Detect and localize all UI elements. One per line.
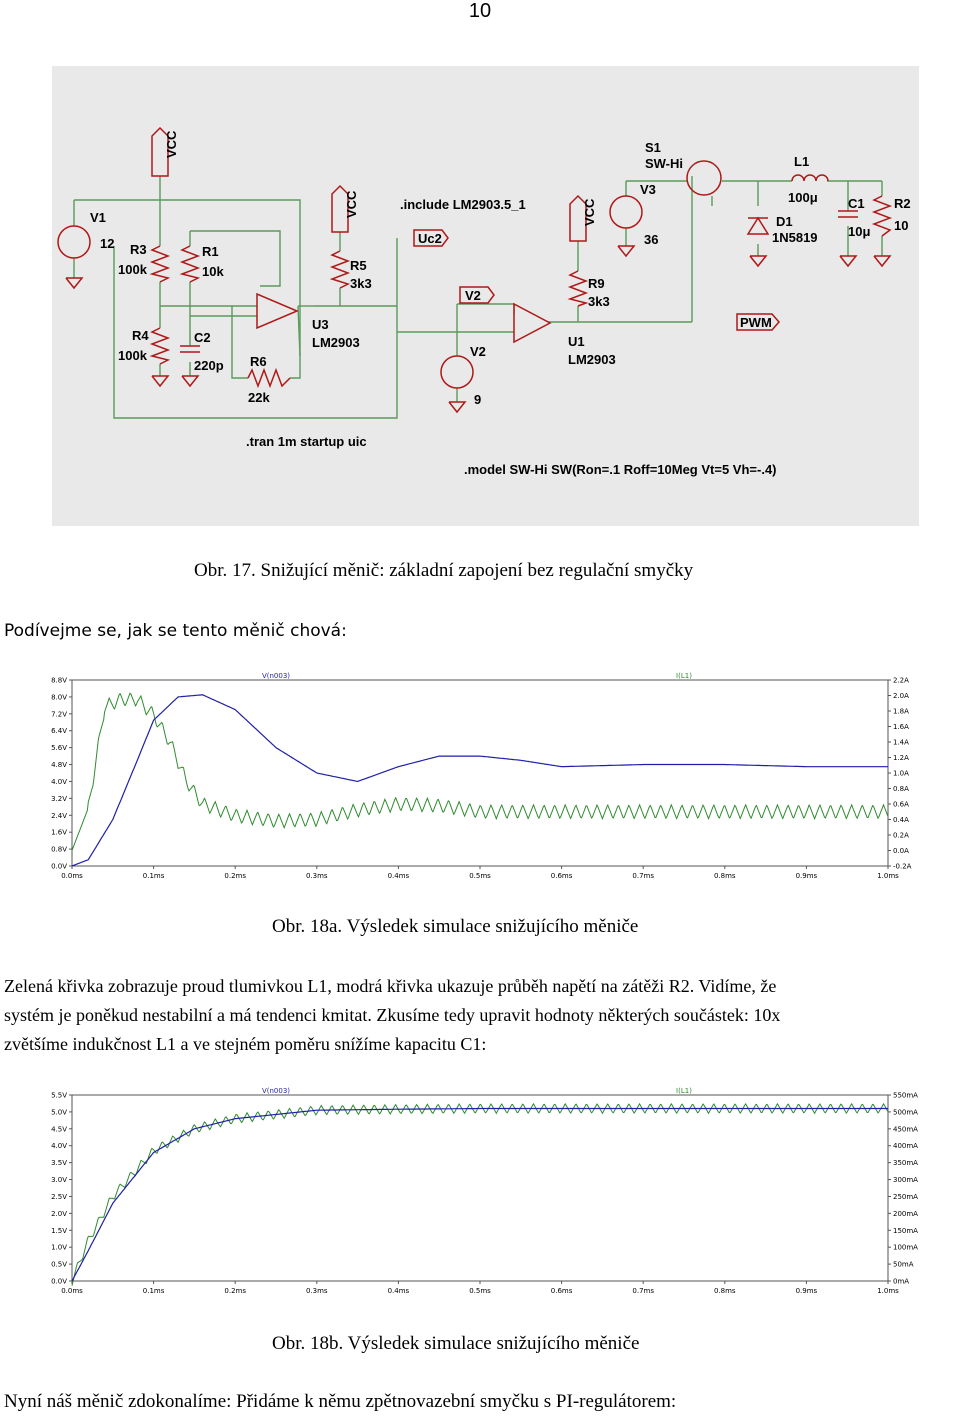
y-right-tick-label: 0.2A	[893, 831, 909, 840]
y-left-tick-label: 5.5V	[51, 1091, 67, 1100]
y-right-tick-label: 0mA	[893, 1277, 910, 1286]
chart-18a-svg	[30, 670, 930, 890]
s1-label: S1	[645, 140, 661, 155]
c1-label: C1	[848, 196, 865, 211]
x-tick-label: 0.5ms	[469, 1287, 491, 1295]
x-tick-label: 0.3ms	[305, 872, 328, 880]
x-tick-label: 0.3ms	[305, 1287, 328, 1295]
chart-18b-svg	[30, 1085, 930, 1305]
x-tick-label: 1.0ms	[877, 1287, 899, 1295]
pwm-flag: PWM	[740, 315, 772, 330]
legend-current: I(L1)	[676, 672, 692, 680]
y-left-tick-label: 4.0V	[51, 1142, 67, 1151]
s1-value: SW-Hi	[645, 156, 684, 171]
y-right-tick-label: 500mA	[893, 1108, 918, 1117]
y-left-tick-label: 3.0V	[51, 1176, 67, 1185]
v3-label: V3	[640, 182, 656, 197]
y-left-tick-label: 0.8V	[51, 845, 67, 854]
y-left-tick-label: 3.5V	[51, 1159, 67, 1168]
vcc-flag-1: VCC	[164, 130, 179, 158]
y-left-tick-label: 0.5V	[51, 1260, 67, 1269]
figure-18b-caption: Obr. 18b. Výsledek simulace snižujícího měniče	[272, 1333, 640, 1354]
y-right-tick-label: 550mA	[893, 1091, 918, 1100]
y-right-tick-label: 250mA	[893, 1192, 918, 1201]
v1-label: V1	[90, 210, 106, 225]
legend-voltage: V(n003)	[261, 1087, 291, 1095]
c1-value: 10μ	[848, 224, 871, 239]
r4-value: 100k	[118, 348, 147, 363]
y-left-tick-label: 5.6V	[51, 744, 67, 753]
y-left-tick-label: 2.4V	[51, 811, 67, 820]
r6-label: R6	[250, 354, 267, 369]
chart-18a	[30, 670, 930, 890]
r4-label: R4	[132, 328, 149, 343]
y-right-tick-label: 200mA	[893, 1209, 918, 1218]
legend-current: I(L1)	[676, 1087, 692, 1095]
paragraph-intro: Podívejme se, jak se tento měnič chová:	[4, 621, 347, 641]
y-left-tick-label: 8.0V	[51, 693, 67, 702]
paragraph-analysis-line-2: systém je poněkud nestabilní a má tendenci kmitat. Zkusíme tedy upravit hodnoty některých součástek: 10x	[4, 1005, 781, 1025]
y-right-tick-label: -0.2A	[893, 862, 912, 871]
v2-flag: V2	[465, 288, 481, 303]
x-tick-label: 0.4ms	[387, 1287, 410, 1295]
vcc-flag-3: VCC	[582, 198, 597, 226]
r6-value: 22k	[248, 390, 270, 405]
x-tick-label: 0.7ms	[632, 1287, 655, 1295]
chart-18b	[30, 1085, 930, 1305]
c2-label: C2	[194, 330, 211, 345]
x-tick-label: 0.8ms	[713, 872, 736, 880]
y-left-tick-label: 1.5V	[51, 1226, 67, 1235]
x-tick-label: 0.9ms	[795, 872, 818, 880]
y-left-tick-label: 8.8V	[51, 676, 67, 685]
r2-label: R2	[894, 196, 911, 211]
y-right-tick-label: 50mA	[893, 1260, 914, 1269]
u1-value: LM2903	[568, 352, 616, 367]
y-right-tick-label: 1.6A	[893, 723, 909, 731]
y-left-tick-label: 4.0V	[51, 777, 67, 786]
y-right-tick-label: 1.4A	[893, 738, 909, 747]
l1-value: 100μ	[788, 190, 818, 205]
x-tick-label: 0.0ms	[61, 1287, 83, 1295]
y-right-tick-label: 1.8A	[893, 707, 909, 716]
y-right-tick-label: 400mA	[893, 1142, 918, 1151]
r2-value: 10	[894, 218, 909, 233]
x-tick-label: 0.4ms	[387, 872, 410, 880]
include-directive: .include LM2903.5_1	[400, 197, 526, 212]
y-left-tick-label: 4.8V	[51, 761, 67, 770]
paragraph-next: Nyní náš měnič zdokonalíme: Přidáme k němu zpětnovazební smyčku s PI-regulátorem:	[4, 1391, 677, 1412]
y-left-tick-label: 0.0V	[51, 1277, 67, 1286]
tran-directive: .tran 1m startup uic	[246, 434, 367, 449]
r5-label: R5	[350, 258, 367, 273]
u3-value: LM2903	[312, 335, 360, 350]
x-tick-label: 0.7ms	[632, 872, 655, 880]
y-right-tick-label: 1.0A	[893, 769, 909, 778]
y-right-tick-label: 0.4A	[893, 816, 909, 824]
x-tick-label: 0.0ms	[61, 872, 83, 880]
y-right-tick-label: 450mA	[893, 1125, 918, 1134]
uc2-flag: Uc2	[418, 231, 442, 246]
d1-label: D1	[776, 214, 793, 229]
y-left-tick-label: 2.0V	[51, 1209, 67, 1218]
paragraph-analysis	[4, 972, 960, 1059]
y-left-tick-label: 6.4V	[51, 727, 67, 736]
r9-value: 3k3	[588, 294, 610, 309]
y-right-tick-label: 0.0A	[893, 847, 909, 855]
plot-frame	[72, 680, 888, 866]
y-left-tick-label: 4.5V	[51, 1125, 67, 1134]
y-right-tick-label: 0.6A	[893, 800, 909, 809]
d1-value: 1N5819	[772, 230, 818, 245]
vcc-flag-2: VCC	[344, 190, 359, 218]
y-left-tick-label: 3.2V	[51, 794, 67, 803]
y-left-tick-label: 5.0V	[51, 1108, 67, 1117]
x-tick-label: 1.0ms	[877, 872, 899, 880]
x-tick-label: 0.2ms	[224, 1287, 247, 1295]
u3-label: U3	[312, 317, 329, 332]
paragraph-analysis-line-3: zvětšíme indukčnost L1 a ve stejném poměru snížíme kapacitu C1:	[4, 1034, 487, 1054]
r5-value: 3k3	[350, 276, 372, 291]
r3-label: R3	[130, 242, 147, 257]
r1-value: 10k	[202, 264, 224, 279]
y-right-tick-label: 1.2A	[893, 754, 909, 762]
x-tick-label: 0.1ms	[142, 872, 165, 880]
y-left-tick-label: 2.5V	[51, 1192, 67, 1201]
y-right-tick-label: 0.8A	[893, 785, 909, 793]
y-right-tick-label: 300mA	[893, 1176, 918, 1185]
l1-label: L1	[794, 154, 810, 169]
x-tick-label: 0.1ms	[142, 1287, 165, 1295]
model-directive: .model SW-Hi SW(Ron=.1 Roff=10Meg Vt=5 Vh=-.4)	[464, 462, 777, 477]
r1-label: R1	[202, 244, 219, 259]
x-tick-label: 0.6ms	[550, 1287, 573, 1295]
schematic-figure	[52, 66, 919, 526]
v2-value: 9	[474, 392, 482, 407]
y-right-tick-label: 150mA	[893, 1226, 918, 1235]
v2-label: V2	[470, 344, 486, 359]
x-tick-label: 0.2ms	[224, 872, 247, 880]
r9-label: R9	[588, 276, 605, 291]
v3-value: 36	[644, 232, 659, 247]
u1-label: U1	[568, 334, 585, 349]
r3-value: 100k	[118, 262, 147, 277]
schematic-svg	[52, 66, 919, 526]
y-right-tick-label: 100mA	[893, 1243, 918, 1252]
x-tick-label: 0.5ms	[469, 872, 491, 880]
x-tick-label: 0.9ms	[795, 1287, 818, 1295]
plot-frame	[72, 1095, 888, 1281]
paragraph-analysis-line-1: Zelená křivka zobrazuje proud tlumivkou L1, modrá křivka ukazuje průběh napětí na zátěži R2. Vidíme, že	[4, 976, 777, 996]
x-tick-label: 0.6ms	[550, 872, 573, 880]
y-left-tick-label: 1.0V	[51, 1243, 67, 1252]
x-tick-label: 0.8ms	[713, 1287, 736, 1295]
figure-17-caption: Obr. 17. Snižující měnič: základní zapojení bez regulační smyčky	[194, 560, 694, 581]
page-number: 10	[468, 0, 492, 22]
y-right-tick-label: 2.0A	[893, 692, 909, 700]
y-right-tick-label: 2.2A	[893, 676, 909, 685]
schematic-components	[58, 128, 890, 412]
c2-value: 220p	[194, 358, 224, 373]
v1-value: 12	[100, 236, 115, 251]
y-left-tick-label: 1.6V	[51, 828, 67, 837]
legend-voltage: V(n003)	[261, 672, 291, 680]
y-left-tick-label: 7.2V	[51, 710, 67, 719]
figure-18a-caption: Obr. 18a. Výsledek simulace snižujícího měniče	[272, 916, 639, 937]
y-right-tick-label: 350mA	[893, 1159, 918, 1168]
y-left-tick-label: 0.0V	[51, 862, 67, 871]
